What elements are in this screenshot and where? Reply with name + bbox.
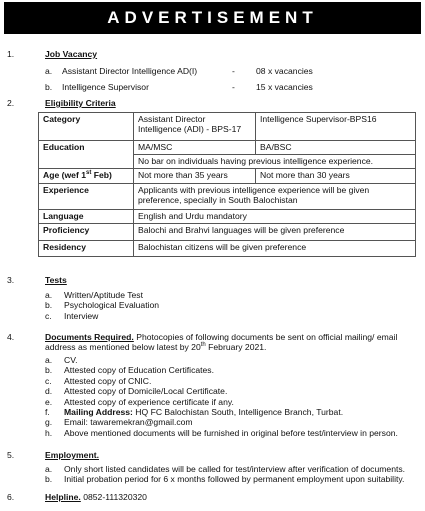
vacancy-item: a. Assistant Director Intelligence AD(I) - 08 x vacancies [45, 66, 313, 76]
list-item: b. Initial probation period for 6 x months followed by permanent employment upon suitability. [45, 474, 405, 485]
documents-list [45, 355, 398, 438]
eligibility-heading: Eligibility Criteria [45, 98, 116, 108]
table-row: Age (wef 1st Feb) Not more than 35 years Not more than 30 years [39, 169, 416, 184]
section-number-2: 2. [7, 98, 15, 108]
tests-heading: Tests [45, 275, 67, 285]
list-item: c. Interview [45, 310, 99, 321]
helpline [45, 492, 417, 502]
list-item: b. Attested copy of Education Certificates. [45, 365, 214, 376]
table-row: Category Assistant Director Intelligence (ADI) - BPS-17 Intelligence Supervisor-BPS16 [39, 113, 416, 141]
list-item: a. Written/Aptitude Test [45, 290, 143, 300]
list-item: h. Above mentioned documents will be furnished in original before test/interview in person. [45, 427, 398, 438]
employment-list [45, 464, 405, 485]
list-item: d. Attested copy of Domicile/Local Certificate. [45, 386, 228, 397]
job-vacancy-heading: Job Vacancy [45, 49, 98, 59]
list-item: a. Only short listed candidates will be called for test/interview after verification of documents. [45, 464, 406, 474]
section-number-3: 3. [7, 275, 15, 285]
advertisement-banner: ADVERTISEMENT [4, 2, 421, 34]
table-row: No bar on individuals having previous intelligence experience. [39, 155, 416, 169]
employment-heading: Employment. [45, 450, 99, 460]
table-row: Residency Balochistan citizens will be given preference [39, 241, 416, 257]
section-number-4: 4. [7, 332, 15, 342]
email-address: g. Email: tawaremekran@gmail.com [45, 417, 193, 428]
table-row: Language English and Urdu mandatory [39, 210, 416, 224]
list-item: c. Attested copy of CNIC. [45, 375, 152, 386]
section-number-6: 6. [7, 492, 15, 502]
helpline-number: 0852-111320320 [80, 492, 147, 502]
section-number-1: 1. [7, 49, 15, 59]
mailing-address: f. Mailing Address: HQ FC Balochistan South, Intelligence Branch, Turbat. [45, 406, 344, 417]
list-item: b. Psychological Evaluation [45, 300, 160, 311]
documents-heading: Documents Required. [45, 332, 134, 342]
tests-list [45, 290, 159, 321]
eligibility-table [38, 112, 416, 257]
table-row: Proficiency Balochi and Brahvi languages will be given preference [39, 224, 416, 241]
table-row: Education MA/MSC BA/BSC [39, 141, 416, 155]
helpline-heading: Helpline. [45, 492, 81, 502]
table-row: Experience Applicants with previous intelligence experience will be given preference, specially in South Balochistan [39, 184, 416, 210]
list-item: a. CV. [45, 355, 78, 365]
list-item: e. Attested copy of experience certificate if any. [45, 396, 234, 407]
documents-intro: Documents Required. Photocopies of following documents be sent on official mailing/ email address as mentioned below latest by 20th February 2021. [45, 332, 398, 353]
vacancy-item: b. Intelligence Supervisor - 15 x vacancies [45, 82, 313, 92]
section-number-5: 5. [7, 450, 15, 460]
